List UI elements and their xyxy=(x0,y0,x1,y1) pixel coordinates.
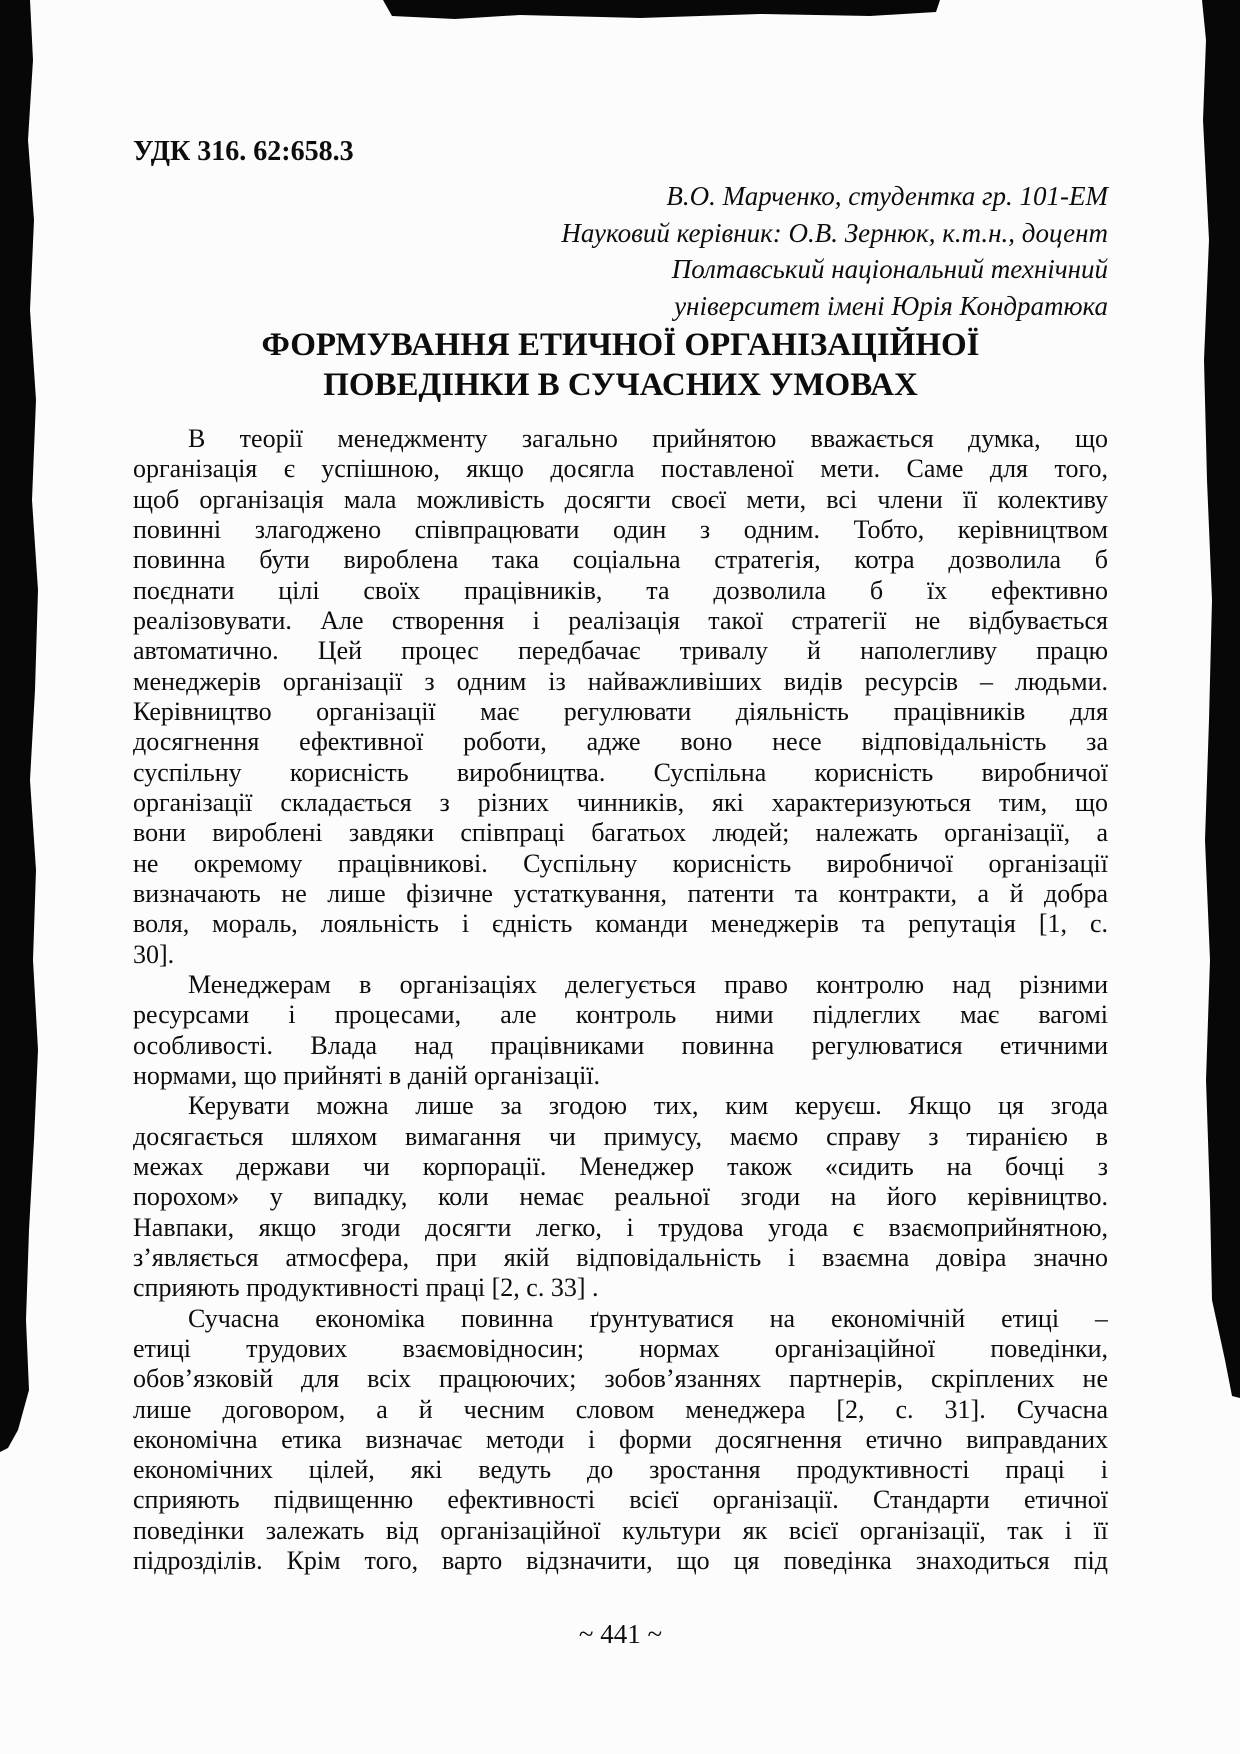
paragraph-line: досягається шляхом вимагання чи примусу, маємо справу з тиранією в xyxy=(133,1121,1108,1151)
paragraph-line: сприяють продуктивності праці [2, с. 33] . xyxy=(133,1273,599,1303)
paragraph-line: суспільну корисність виробництва. Суспільна корисність виробничої xyxy=(133,757,1108,787)
paragraph-line: поєднати цілі своїх працівників, та дозволила б їх ефективно xyxy=(133,575,1108,605)
paragraph-line: економічних цілей, які ведуть до зростання продуктивності праці і xyxy=(133,1455,1108,1485)
paragraph-line: ресурсами і процесами, але контроль ними підлеглих має вагомі xyxy=(133,1000,1108,1030)
paragraph-line: В теорії менеджменту загально прийнятою вважається думка, що xyxy=(188,424,1108,453)
paragraph-line: Керувати можна лише за згодою тих, ким керуєш. Якщо ця згода xyxy=(188,1091,1108,1121)
author-line: університет імені Юрія Кондратюка xyxy=(674,290,1108,321)
paragraph-line: реалізовувати. Але створення і реалізація такої стратегії не відбувається xyxy=(133,605,1108,635)
paragraph-line: сприяють підвищенню ефективності всієї організації. Стандарти етичної xyxy=(133,1485,1108,1515)
paragraph-line: Навпаки, якщо згоди досягти легко, і трудова угода є взаємоприйнятною, xyxy=(133,1212,1108,1242)
paragraph-line: обов’язковій для всіх працюючих; зобов’язаннях партнерів, скріплених не xyxy=(133,1364,1108,1394)
paragraph-line: повинна бути вироблена така соціальна стратегія, котра дозволила б xyxy=(133,545,1108,575)
paragraph-line: вони вироблені завдяки співпраці багатьох людей; належать організації, а xyxy=(133,818,1108,848)
paragraph-line: не окремому працівникові. Суспільну корисність виробничої організації xyxy=(133,848,1108,878)
paragraph-line: межах держави чи корпорації. Менеджер також «сидить на бочці з xyxy=(133,1151,1108,1181)
paragraph-line: організації складається з різних чинників, які характеризуються тим, що xyxy=(133,787,1108,817)
author-line: Полтавський національний технічний xyxy=(671,254,1108,285)
page-number: ~ 441 ~ xyxy=(578,1619,663,1649)
article-title xyxy=(133,325,1108,405)
paragraph-line: Керівництво організації має регулювати діяльність працівників для xyxy=(133,696,1108,726)
paragraph-line: етиці трудових взаємовідносин; нормах організаційної поведінки, xyxy=(133,1333,1108,1363)
paragraph-line: організація є успішною, якщо досягла поставленої мети. Саме для того, xyxy=(133,454,1108,484)
scan-edge-top xyxy=(383,0,940,19)
paragraph-line: повинні злагоджено співпрацювати один з одним. Тобто, керівництвом xyxy=(133,514,1108,544)
paragraph-line: поведінки залежать від організаційної культури як всієї організації, так і її xyxy=(133,1515,1108,1545)
scan-edge-right xyxy=(1202,0,1240,1398)
paragraph-line: порохом» у випадку, коли немає реальної згоди на його керівництво. xyxy=(133,1182,1108,1212)
body-text xyxy=(133,424,1108,1576)
paragraph-line: Менеджерам в організаціях делегується право контролю над різними xyxy=(188,969,1108,999)
paragraph-line: лише договором, а й чесним словом менеджера [2, с. 31]. Сучасна xyxy=(133,1394,1108,1424)
paragraph-line: Сучасна економіка повинна ґрунтуватися на економічній етиці – xyxy=(188,1303,1108,1333)
paragraph-line: 30]. xyxy=(133,939,175,969)
paragraph-line: менеджерів організації з одним із найважливіших видів ресурсів – людьми. xyxy=(133,666,1108,696)
paragraph-line: досягнення ефективної роботи, адже воно несе відповідальність за xyxy=(133,727,1108,757)
article-title-line2: ПОВЕДІНКИ В СУЧАСНИХ УМОВАХ xyxy=(323,367,918,403)
udc-code: УДК 316. 62:658.3 xyxy=(133,136,354,167)
paragraph-line: воля, мораль, лояльність і єдність команди менеджерів та репутація [1, с. xyxy=(133,909,1108,939)
paragraph-line: особливості. Влада над працівниками повинна регулюватися етичними xyxy=(133,1030,1108,1060)
article-title-line1: ФОРМУВАННЯ ЕТИЧНОЇ ОРГАНІЗАЦІЙНОЇ xyxy=(261,327,980,363)
author-line: В.О. Марченко, студентка гр. 101-ЕМ xyxy=(666,181,1108,211)
paragraph-line: визначають не лише фізичне устаткування, патенти та контракти, а й добра xyxy=(133,878,1108,908)
scan-edge-left xyxy=(0,0,38,1452)
paragraph-line: економічна етика визначає методи і форми досягнення етично виправданих xyxy=(133,1424,1108,1454)
paragraph-line: з’являється атмосфера, при якій відповідальність і взаємна довіра значно xyxy=(133,1242,1108,1272)
paragraph-line: нормами, що прийняті в даній організації. xyxy=(133,1060,601,1090)
author-block xyxy=(561,178,1108,324)
paragraph-line: автоматично. Цей процес передбачає тривалу й наполегливу працю xyxy=(133,636,1108,666)
paragraph-line: підрозділів. Крім того, варто відзначити, що ця поведінка знаходиться під xyxy=(133,1546,1108,1576)
paragraph-line: щоб організація мала можливість досягти своєї мети, всі члени її колективу xyxy=(133,484,1108,514)
author-line: Науковий керівник: О.В. Зернюк, к.т.н., доцент xyxy=(561,217,1108,248)
